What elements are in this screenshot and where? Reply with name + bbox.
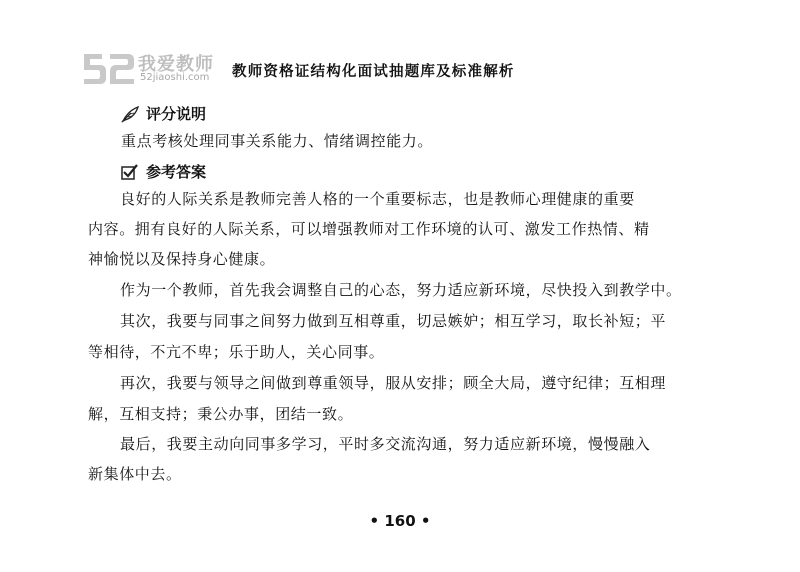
page-header xyxy=(80,48,780,88)
site-logo xyxy=(80,48,220,88)
scoring-title: 评分说明 xyxy=(146,105,207,123)
answer-line: 新集体中去。 xyxy=(88,465,182,483)
answer-line: 再次，我要与领导之间做到尊重领导，服从安排；顾全大局，遵守纪律；互相理 xyxy=(120,374,667,392)
quill-pen-icon xyxy=(120,105,140,123)
scoring-text: 重点考核处理同事关系能力、情绪调控能力。 xyxy=(121,132,434,150)
checkbox-checked-icon xyxy=(120,163,140,181)
scoring-heading xyxy=(120,103,206,124)
logo-name: 我爱教师 xyxy=(138,54,214,75)
answer-line: 等相待，不亢不卑；乐于助人，关心同事。 xyxy=(88,343,385,361)
answer-line: 神愉悦以及保持身心健康。 xyxy=(88,250,276,268)
answer-line: 解，互相支持；秉公办事，团结一致。 xyxy=(88,405,354,423)
answer-line: 作为一个教师，首先我会调整自己的心态，努力适应新环境，尽快投入到教学中。 xyxy=(120,281,682,299)
answer-line: 良好的人际关系是教师完善人格的一个重要标志，也是教师心理健康的重要 xyxy=(120,190,635,208)
answer-title: 参考答案 xyxy=(146,163,207,181)
book-title: 教师资格证结构化面试抽题库及标准解析 xyxy=(232,64,515,80)
logo-mark-icon xyxy=(80,48,136,88)
answer-line: 最后，我要主动向同事多学习，平时多交流沟通，努力适应新环境，慢慢融入 xyxy=(120,435,651,453)
logo-url: 52jiaoshi.com xyxy=(140,72,210,83)
page-number: • 160 • xyxy=(369,512,431,530)
answer-line: 内容。拥有良好的人际关系，可以增强教师对工作环境的认可、激发工作热情、精 xyxy=(88,220,650,238)
answer-heading xyxy=(120,161,206,182)
answer-line: 其次，我要与同事之间努力做到互相尊重，切忌嫉妒；相互学习，取长补短；平 xyxy=(120,312,667,330)
